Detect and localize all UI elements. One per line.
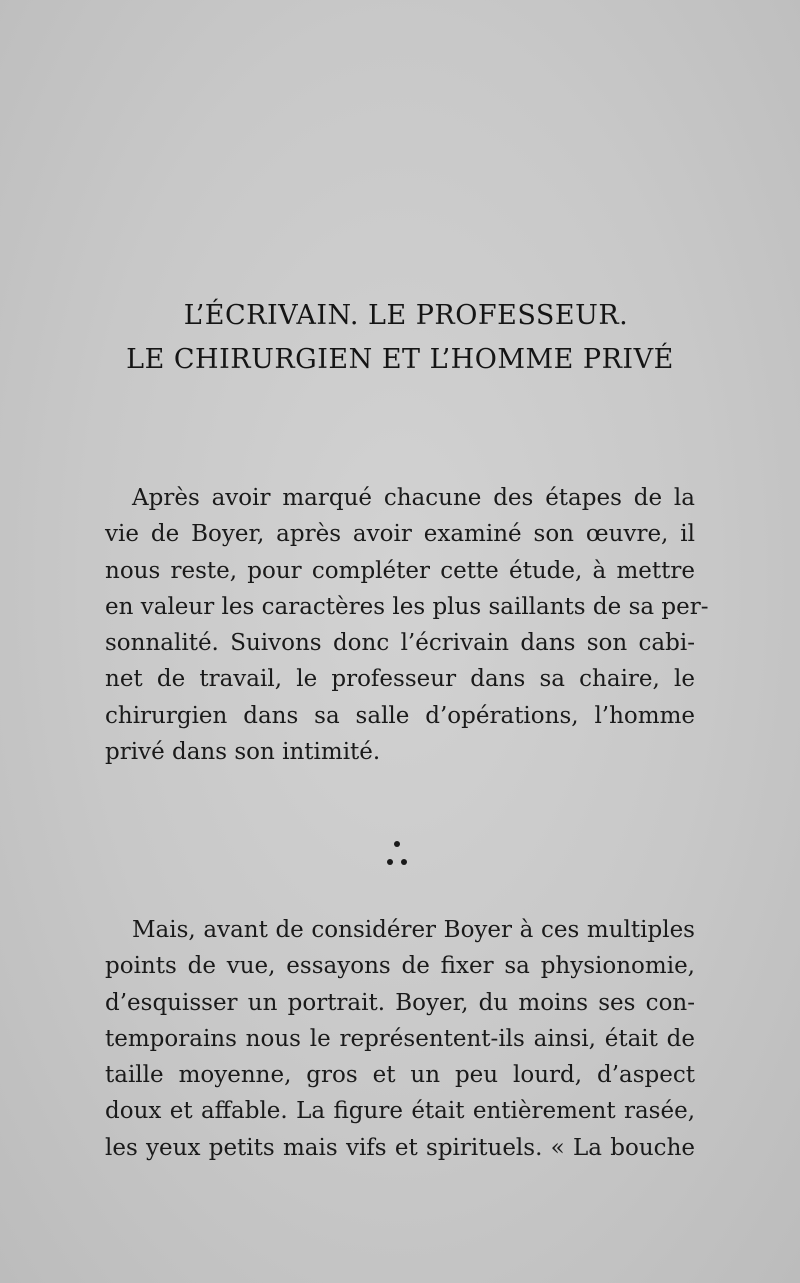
text-line: en valeur les caractères les plus saillants de sa per- bbox=[105, 593, 709, 620]
text-line: Après avoir marqué chacune des étapes de la bbox=[132, 485, 695, 511]
asterism-separator-icon bbox=[385, 838, 409, 870]
text-line: taille moyenne, gros et un peu lourd, d’aspect bbox=[105, 1062, 695, 1089]
text-line: temporains nous le représentent-ils ainsi, était de bbox=[105, 1025, 695, 1052]
text-line: chirurgien dans sa salle d’opérations, l’homme bbox=[105, 702, 695, 729]
text-line: sonnalité. Suivons donc l’écrivain dans son cabi- bbox=[105, 630, 695, 657]
text-line: d’esquisser un portrait. Boyer, du moins ses con- bbox=[105, 989, 695, 1016]
paragraph-portrait bbox=[105, 912, 695, 1166]
text-line: net de travail, le professeur dans sa chaire, le bbox=[105, 666, 695, 693]
text-line: Mais, avant de considérer Boyer à ces multiples bbox=[132, 917, 695, 943]
text-line: les yeux petits mais vifs et spirituels. « La bouche bbox=[105, 1134, 695, 1161]
text-line: privé dans son intimité. bbox=[105, 739, 381, 766]
paragraph-intro bbox=[105, 480, 709, 770]
text-line: points de vue, essayons de fixer sa physionomie, bbox=[105, 953, 695, 980]
chapter-title-line-2: LE CHIRURGIEN ET L’HOMME PRIVÉ bbox=[126, 344, 674, 375]
text-line: vie de Boyer, après avoir examiné son œuvre, il bbox=[105, 521, 695, 548]
text-line: nous reste, pour compléter cette étude, à mettre bbox=[105, 557, 695, 584]
text-line: doux et affable. La figure était entièrement rasée, bbox=[105, 1098, 695, 1125]
chapter-title-line-1: L’ÉCRIVAIN. LE PROFESSEUR. bbox=[183, 300, 629, 331]
